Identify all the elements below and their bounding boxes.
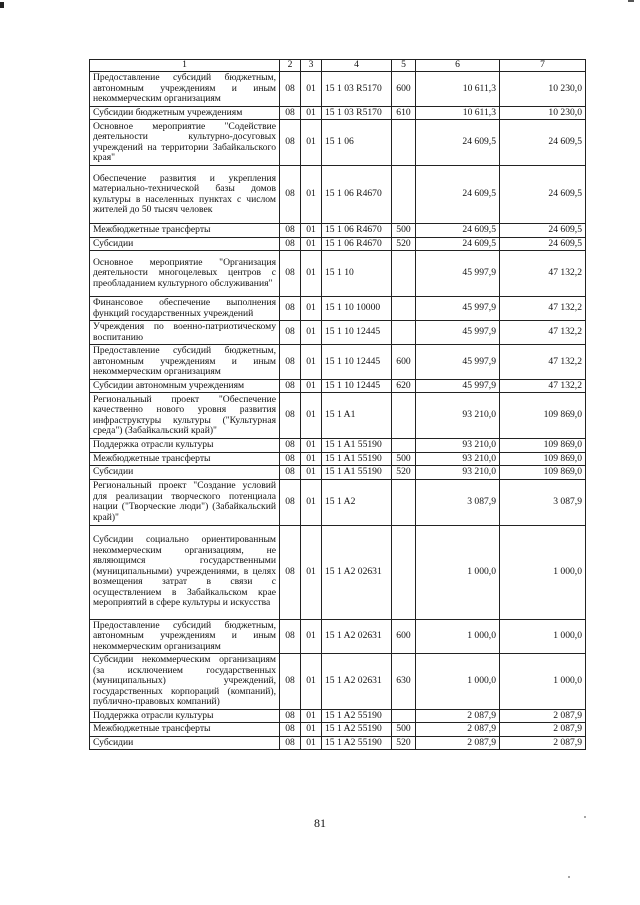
amount-year-1: 93 210,0 xyxy=(416,439,500,453)
subsection-code: 01 xyxy=(301,466,322,480)
row-name: Субсидии xyxy=(90,466,280,480)
amount-year-2: 24 609,5 xyxy=(500,237,586,251)
amount-year-2: 47 132,2 xyxy=(500,345,586,380)
amount-year-1: 45 997,9 xyxy=(416,251,500,297)
amount-year-1: 93 210,0 xyxy=(416,393,500,439)
amount-year-2: 1 000,0 xyxy=(500,654,586,710)
amount-year-2: 1 000,0 xyxy=(500,619,586,654)
table-row xyxy=(90,224,586,238)
scan-corner-mark xyxy=(0,2,4,8)
row-name: Межбюджетные трансферты xyxy=(90,723,280,737)
expense-type-code xyxy=(392,479,416,525)
section-code: 08 xyxy=(280,736,301,750)
amount-year-1: 24 609,5 xyxy=(416,237,500,251)
subsection-code: 01 xyxy=(301,525,322,619)
expense-type-code xyxy=(392,439,416,453)
section-code: 08 xyxy=(280,393,301,439)
table-row xyxy=(90,72,586,107)
subsection-code: 01 xyxy=(301,619,322,654)
amount-year-2: 24 609,5 xyxy=(500,166,586,224)
row-name: Субсидии бюджетным учреждениям xyxy=(90,106,280,120)
table-row xyxy=(90,439,586,453)
table-row xyxy=(90,297,586,321)
amount-year-1: 10 611,3 xyxy=(416,72,500,107)
target-article-code: 15 1 A2 55190 xyxy=(322,736,392,750)
expense-type-code: 500 xyxy=(392,224,416,238)
row-name: Основное мероприятие "Содействие деятельности культурно-досуговых учреждений на территории Забайкальского края" xyxy=(90,120,280,166)
row-name: Финансовое обеспечение выполнения функций государственных учреждений xyxy=(90,297,280,321)
amount-year-2: 2 087,9 xyxy=(500,736,586,750)
expense-type-code: 620 xyxy=(392,379,416,393)
row-name: Региональный проект "Обеспечение качественно нового уровня развития инфраструктуры культуры ("Культурная среда") (Забайкальский край)" xyxy=(90,393,280,439)
target-article-code: 15 1 A1 55190 xyxy=(322,452,392,466)
amount-year-2: 24 609,5 xyxy=(500,120,586,166)
subsection-code: 01 xyxy=(301,379,322,393)
row-name: Субсидии социально ориентированным некоммерческим организациям, не являющимся государственными (муниципальными) учреждениями, в целях возмещения затрат в связи с осуществлением в Забайкальском крае мероприятий в сфере культуры и искусства xyxy=(90,525,280,619)
expense-type-code: 520 xyxy=(392,736,416,750)
section-code: 08 xyxy=(280,439,301,453)
column-header: 4 xyxy=(322,60,392,72)
table-header-row xyxy=(90,60,586,72)
target-article-code: 15 1 A2 02631 xyxy=(322,654,392,710)
amount-year-1: 93 210,0 xyxy=(416,452,500,466)
table-row xyxy=(90,379,586,393)
amount-year-2: 10 230,0 xyxy=(500,106,586,120)
budget-table xyxy=(89,59,586,750)
section-code: 08 xyxy=(280,237,301,251)
amount-year-2: 109 869,0 xyxy=(500,393,586,439)
target-article-code: 15 1 A2 55190 xyxy=(322,709,392,723)
row-name: Предоставление субсидий бюджетным, автономным учреждениям и иным некоммерческим организациям xyxy=(90,345,280,380)
subsection-code: 01 xyxy=(301,237,322,251)
target-article-code: 15 1 A1 55190 xyxy=(322,439,392,453)
expense-type-code xyxy=(392,120,416,166)
amount-year-1: 2 087,9 xyxy=(416,709,500,723)
scan-edge-mark xyxy=(628,0,634,2)
table-row xyxy=(90,106,586,120)
target-article-code: 15 1 06 R4670 xyxy=(322,224,392,238)
target-article-code: 15 1 A1 55190 xyxy=(322,466,392,480)
target-article-code: 15 1 A2 02631 xyxy=(322,525,392,619)
expense-type-code xyxy=(392,709,416,723)
amount-year-2: 47 132,2 xyxy=(500,321,586,345)
subsection-code: 01 xyxy=(301,120,322,166)
section-code: 08 xyxy=(280,452,301,466)
target-article-code: 15 1 10 10000 xyxy=(322,297,392,321)
amount-year-1: 3 087,9 xyxy=(416,479,500,525)
table-row xyxy=(90,654,586,710)
target-article-code: 15 1 03 R5170 xyxy=(322,106,392,120)
expense-type-code: 600 xyxy=(392,345,416,380)
table-row xyxy=(90,525,586,619)
subsection-code: 01 xyxy=(301,345,322,380)
table-row xyxy=(90,466,586,480)
amount-year-1: 24 609,5 xyxy=(416,166,500,224)
row-name: Учреждения по военно-патриотическому воспитанию xyxy=(90,321,280,345)
section-code: 08 xyxy=(280,106,301,120)
subsection-code: 01 xyxy=(301,736,322,750)
table-row xyxy=(90,166,586,224)
amount-year-2: 47 132,2 xyxy=(500,379,586,393)
amount-year-2: 3 087,9 xyxy=(500,479,586,525)
page-number: 81 xyxy=(314,816,326,830)
column-header: 6 xyxy=(416,60,500,72)
table-row xyxy=(90,709,586,723)
expense-type-code xyxy=(392,251,416,297)
target-article-code: 15 1 10 12445 xyxy=(322,321,392,345)
subsection-code: 01 xyxy=(301,654,322,710)
target-article-code: 15 1 10 xyxy=(322,251,392,297)
amount-year-1: 45 997,9 xyxy=(416,379,500,393)
table-row xyxy=(90,237,586,251)
amount-year-1: 93 210,0 xyxy=(416,466,500,480)
amount-year-1: 2 087,9 xyxy=(416,723,500,737)
amount-year-2: 109 869,0 xyxy=(500,466,586,480)
amount-year-2: 2 087,9 xyxy=(500,723,586,737)
amount-year-1: 45 997,9 xyxy=(416,345,500,380)
expense-type-code: 600 xyxy=(392,72,416,107)
subsection-code: 01 xyxy=(301,72,322,107)
row-name: Предоставление субсидий бюджетным, автономным учреждениям и иным некоммерческим организациям xyxy=(90,619,280,654)
table-row xyxy=(90,120,586,166)
expense-type-code xyxy=(392,297,416,321)
row-name: Основное мероприятие "Организация деятельности многоцелевых центров с преобладанием культурного обслуживания" xyxy=(90,251,280,297)
row-name: Субсидии xyxy=(90,736,280,750)
target-article-code: 15 1 10 12445 xyxy=(322,345,392,380)
section-code: 08 xyxy=(280,709,301,723)
amount-year-2: 47 132,2 xyxy=(500,297,586,321)
column-header: 7 xyxy=(500,60,586,72)
subsection-code: 01 xyxy=(301,439,322,453)
subsection-code: 01 xyxy=(301,393,322,439)
row-name: Региональный проект "Создание условий для реализации творческого потенциала нации ("Творческие люди") (Забайкальский край)" xyxy=(90,479,280,525)
section-code: 08 xyxy=(280,619,301,654)
target-article-code: 15 1 A2 55190 xyxy=(322,723,392,737)
expense-type-code xyxy=(392,166,416,224)
subsection-code: 01 xyxy=(301,224,322,238)
section-code: 08 xyxy=(280,723,301,737)
expense-type-code: 500 xyxy=(392,723,416,737)
section-code: 08 xyxy=(280,72,301,107)
subsection-code: 01 xyxy=(301,452,322,466)
subsection-code: 01 xyxy=(301,166,322,224)
table-row xyxy=(90,723,586,737)
subsection-code: 01 xyxy=(301,321,322,345)
section-code: 08 xyxy=(280,345,301,380)
target-article-code: 15 1 06 R4670 xyxy=(322,166,392,224)
amount-year-2: 109 869,0 xyxy=(500,439,586,453)
column-header: 3 xyxy=(301,60,322,72)
section-code: 08 xyxy=(280,654,301,710)
section-code: 08 xyxy=(280,466,301,480)
section-code: 08 xyxy=(280,297,301,321)
amount-year-2: 24 609,5 xyxy=(500,224,586,238)
amount-year-1: 45 997,9 xyxy=(416,321,500,345)
amount-year-2: 10 230,0 xyxy=(500,72,586,107)
section-code: 08 xyxy=(280,379,301,393)
column-header: 2 xyxy=(280,60,301,72)
expense-type-code xyxy=(392,321,416,345)
target-article-code: 15 1 06 xyxy=(322,120,392,166)
subsection-code: 01 xyxy=(301,251,322,297)
section-code: 08 xyxy=(280,120,301,166)
row-name: Обеспечение развития и укрепления материально-технической базы домов культуры в населенных пунктах с числом жителей до 50 тысяч человек xyxy=(90,166,280,224)
column-header: 5 xyxy=(392,60,416,72)
expense-type-code: 600 xyxy=(392,619,416,654)
amount-year-1: 1 000,0 xyxy=(416,619,500,654)
expense-type-code xyxy=(392,393,416,439)
subsection-code: 01 xyxy=(301,106,322,120)
section-code: 08 xyxy=(280,166,301,224)
row-name: Поддержка отрасли культуры xyxy=(90,709,280,723)
table-row xyxy=(90,393,586,439)
amount-year-2: 1 000,0 xyxy=(500,525,586,619)
target-article-code: 15 1 03 R5170 xyxy=(322,72,392,107)
amount-year-1: 24 609,5 xyxy=(416,120,500,166)
column-header: 1 xyxy=(90,60,280,72)
section-code: 08 xyxy=(280,224,301,238)
target-article-code: 15 1 A1 xyxy=(322,393,392,439)
scan-dust xyxy=(568,876,570,878)
table-row xyxy=(90,251,586,297)
expense-type-code xyxy=(392,525,416,619)
target-article-code: 15 1 A2 02631 xyxy=(322,619,392,654)
target-article-code: 15 1 06 R4670 xyxy=(322,237,392,251)
row-name: Субсидии некоммерческим организациям (за исключением государственных (муниципальных) учреждений, государственных корпораций (компаний), публично-правовых компаний) xyxy=(90,654,280,710)
table-body xyxy=(90,72,586,750)
amount-year-2: 47 132,2 xyxy=(500,251,586,297)
section-code: 08 xyxy=(280,251,301,297)
amount-year-1: 24 609,5 xyxy=(416,224,500,238)
amount-year-1: 10 611,3 xyxy=(416,106,500,120)
expense-type-code: 500 xyxy=(392,452,416,466)
row-name: Предоставление субсидий бюджетным, автономным учреждениям и иным некоммерческим организациям xyxy=(90,72,280,107)
row-name: Субсидии автономным учреждениям xyxy=(90,379,280,393)
subsection-code: 01 xyxy=(301,297,322,321)
row-name: Поддержка отрасли культуры xyxy=(90,439,280,453)
amount-year-2: 109 869,0 xyxy=(500,452,586,466)
subsection-code: 01 xyxy=(301,709,322,723)
expense-type-code: 520 xyxy=(392,237,416,251)
amount-year-2: 2 087,9 xyxy=(500,709,586,723)
expense-type-code: 630 xyxy=(392,654,416,710)
table-row xyxy=(90,479,586,525)
subsection-code: 01 xyxy=(301,479,322,525)
amount-year-1: 45 997,9 xyxy=(416,297,500,321)
row-name: Межбюджетные трансферты xyxy=(90,224,280,238)
amount-year-1: 1 000,0 xyxy=(416,654,500,710)
target-article-code: 15 1 10 12445 xyxy=(322,379,392,393)
table-row xyxy=(90,619,586,654)
amount-year-1: 2 087,9 xyxy=(416,736,500,750)
row-name: Субсидии xyxy=(90,237,280,251)
subsection-code: 01 xyxy=(301,723,322,737)
table-row xyxy=(90,321,586,345)
table-row xyxy=(90,736,586,750)
table-row xyxy=(90,345,586,380)
expense-type-code: 520 xyxy=(392,466,416,480)
section-code: 08 xyxy=(280,479,301,525)
row-name: Межбюджетные трансферты xyxy=(90,452,280,466)
target-article-code: 15 1 A2 xyxy=(322,479,392,525)
section-code: 08 xyxy=(280,525,301,619)
amount-year-1: 1 000,0 xyxy=(416,525,500,619)
section-code: 08 xyxy=(280,321,301,345)
table-row xyxy=(90,452,586,466)
expense-type-code: 610 xyxy=(392,106,416,120)
